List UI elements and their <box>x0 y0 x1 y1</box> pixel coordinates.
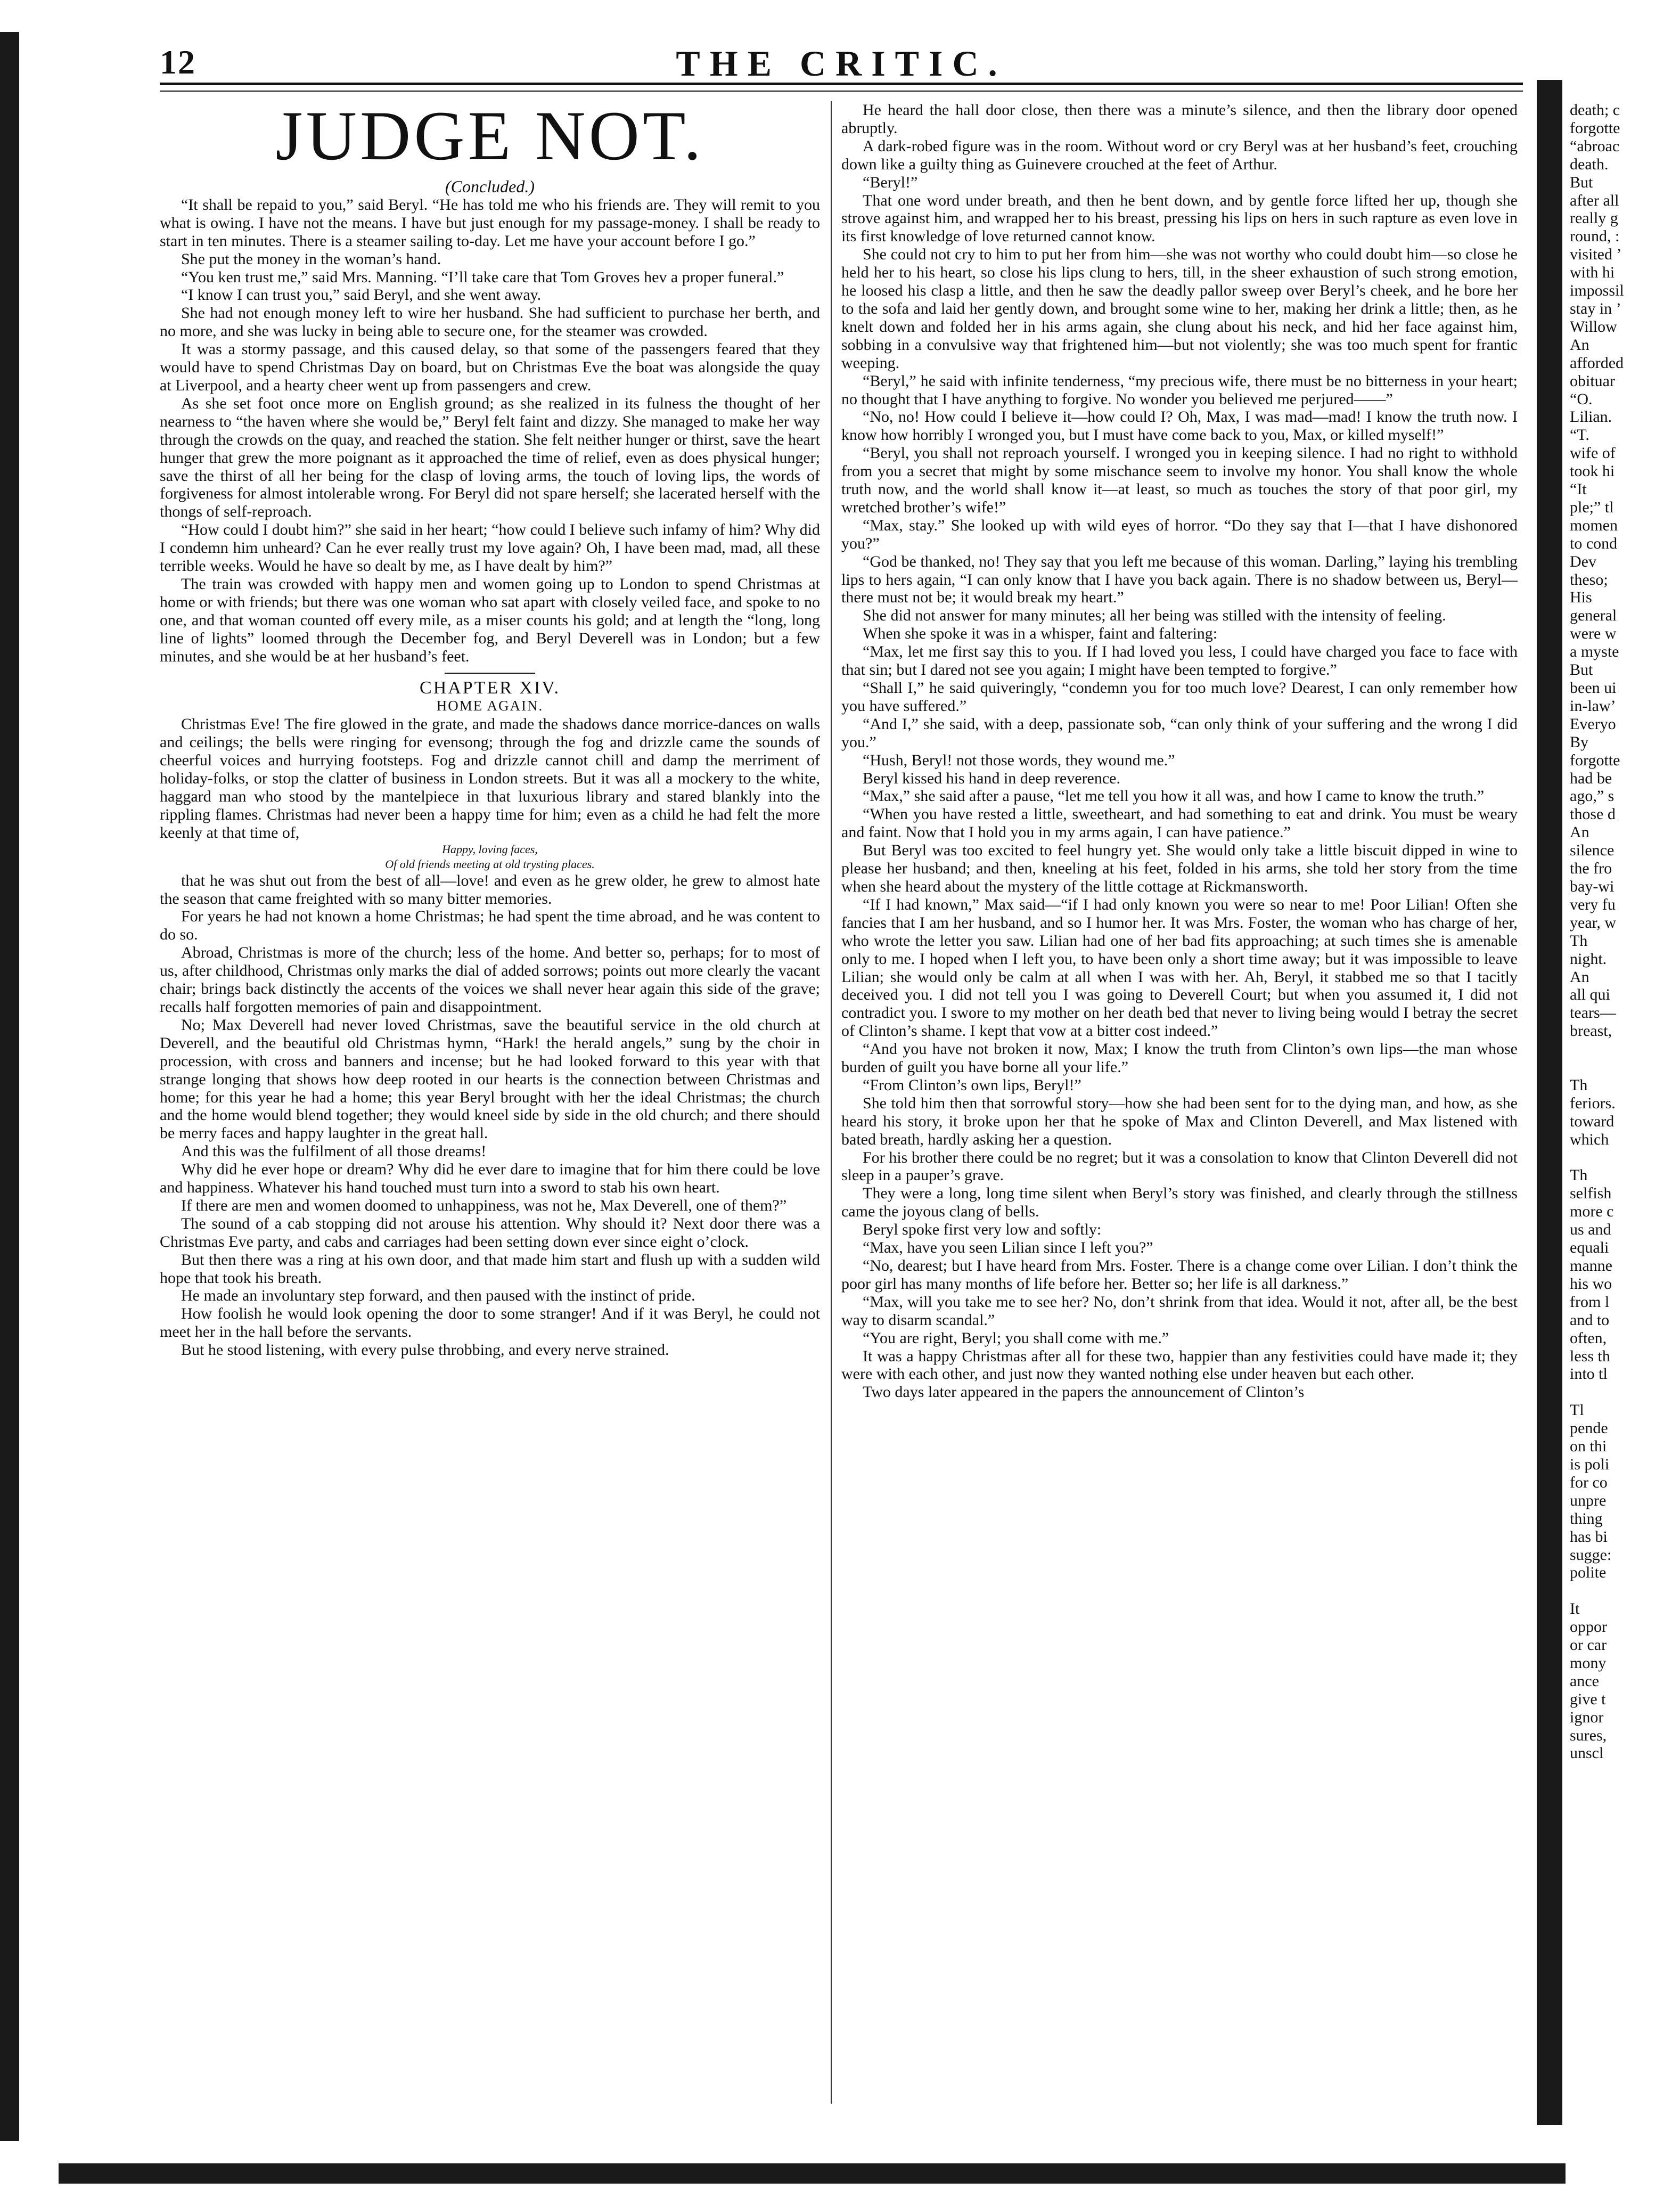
fragment-line: those d <box>1570 805 1616 823</box>
publication-title: THE CRITIC. <box>676 43 1007 84</box>
fragment-line: “O. <box>1570 390 1593 408</box>
paragraph: “You ken trust me,” said Mrs. Manning. “I’ll take care that Tom Groves hev a proper funeral.” <box>181 268 784 286</box>
left-column <box>160 101 820 2125</box>
fragment-line: Th <box>1570 1076 1588 1094</box>
paragraph: It was a happy Christmas after all for these two, happier than any festivities could have made it; they were with each other, and just now they wanted nothing else under heaven but each other. <box>841 1347 1518 1383</box>
fragment-line: has bi <box>1570 1527 1608 1546</box>
fragment-line: Th <box>1570 1166 1588 1184</box>
fragment-line: His <box>1570 589 1592 607</box>
paragraph: “How could I doubt him?” she said in her heart; “how could I believe such infamy of him? Why did I condemn him unheard? Can he ever really trust my love again? Oh, I have been mad, mad, all these terrible weeks. Would he have so dealt by me, as I have dealt by him?” <box>160 521 820 575</box>
fragment-line: afforded <box>1570 354 1624 372</box>
fragment-line: night. <box>1570 950 1607 968</box>
paragraph: They were a long, long time silent when Beryl’s story was finished, and clearly through the stillness came the joyous clang of bells. <box>841 1184 1518 1221</box>
paragraph: That one word under breath, and then he bent down, and by gentle force lifted her up, though she strove against him, and wrapped her to his breast, pressing his lips on hers in such rapture as even love in its first knowledge of love returned cannot know. <box>841 191 1518 246</box>
adjacent-column-fragments <box>1570 101 1676 2125</box>
column-divider <box>831 101 832 2104</box>
paragraph: Why did he ever hope or dream? Why did he ever dare to imagine that for him there could be love and happiness. Whatever his hand touched must turn into a sword to stab his own heart. <box>160 1161 820 1197</box>
fragment-line: By <box>1570 733 1589 751</box>
fragment-line: theso; <box>1570 570 1608 589</box>
paragraph: The train was crowded with happy men and women going up to London to spend Christmas at home or with friends; but there was one woman who sat apart with closely veiled face, and spoke to no one, and that woman counted off every mile, as a miser counts his gold; and at length the “long, long line of lights” loomed through the December fog, and Beryl Deverell was in London; but a few minutes, and she would be at her husband’s feet. <box>160 575 820 665</box>
chapter-subtitle: HOME AGAIN. <box>436 698 544 714</box>
paragraph: “I know I can trust you,” said Beryl, and she went away. <box>181 286 542 304</box>
fragment-line: into tl <box>1570 1365 1608 1383</box>
fragment-line: and to <box>1570 1311 1610 1329</box>
paragraph: “Hush, Beryl! not those words, they wound me.” <box>863 751 1175 769</box>
fragment-line: ple;” tl <box>1570 498 1614 516</box>
fragment-line: An <box>1570 823 1589 841</box>
fragment-line: bay-wi <box>1570 877 1615 895</box>
fragment-line: sures, <box>1570 1726 1607 1744</box>
page-gutter-shadow <box>1537 80 1562 2125</box>
fragment-line: tears— <box>1570 1004 1616 1022</box>
paragraph: And this was the fulfilment of all those dreams! <box>181 1142 487 1161</box>
verse-line-1: Happy, loving faces, <box>442 842 538 856</box>
page-number: 12 <box>160 43 196 81</box>
fragment-line: all qui <box>1570 986 1610 1004</box>
fragment-line: thing <box>1570 1509 1603 1527</box>
fragment-line: for co <box>1570 1473 1608 1491</box>
fragment-line: general <box>1570 607 1617 625</box>
paragraph: Beryl kissed his hand in deep reverence. <box>863 769 1120 787</box>
paragraph: If there are men and women doomed to unhappiness, was not he, Max Deverell, one of them?” <box>181 1196 787 1214</box>
paragraph: As she set foot once more on English ground; as she realized in its fulness the thought of her nearness to “the haven where she would be,” Beryl felt faint and dizzy. She managed to make her way through the crowds on the quay, and reached the station. She felt neither hunger or thirst, save the heart hunger that grew the more poignant as it approached the time of relief, even as does physical hunger; save the thirst of all her being for the clasp of loving arms, the touch of loving lips, the words of forgiveness for almost intolerable wrong. For Beryl did not spare herself; she lacerated herself with the thongs of self-reproach. <box>160 394 820 521</box>
fragment-line <box>1570 1040 1676 1058</box>
fragment-line: after all <box>1570 191 1619 209</box>
fragment-line: ignor <box>1570 1708 1604 1726</box>
paragraph: “Max, have you seen Lilian since I left you?” <box>863 1239 1153 1257</box>
paragraph: But Beryl was too excited to feel hungry yet. She would only take a little biscuit dipped in wine to please her husband; and then, kneeling at his feet, folded in his arms, she told her story from the time when she heard about the mystery of the little cottage at Rickmansworth. <box>841 841 1518 895</box>
paragraph: It was a stormy passage, and this caused delay, so that some of the passengers feared that they would have to spend Christmas Day on board, but on Christmas Eve the boat was alongside the quay at Liverpool, and a hearty cheer went up from passengers and crew. <box>160 340 820 394</box>
fragment-line <box>1570 1383 1676 1401</box>
paragraph: “Max, stay.” She looked up with wild eyes of horror. “Do they say that I—that I have dishonored you?” <box>841 516 1518 552</box>
fragment-line: in-law’ <box>1570 697 1616 715</box>
fragment-line: Willow <box>1570 317 1617 336</box>
left-paragraphs-c <box>160 872 820 1359</box>
paragraph: “And I,” she said, with a deep, passionate sob, “can only think of your suffering and the wrong I did you.” <box>841 715 1518 751</box>
fragment-line: momen <box>1570 516 1618 534</box>
paragraph: For his brother there could be no regret; but it was a consolation to know that Clinton Deverell did not sleep in a pauper’s grave. <box>841 1148 1518 1184</box>
fragment-line: toward <box>1570 1112 1615 1130</box>
fragment-line: forgotte <box>1570 751 1620 769</box>
paragraph: For years he had not known a home Christmas; he had spent the time abroad, and he was content to do so. <box>160 908 820 944</box>
right-paragraphs <box>841 101 1518 1401</box>
fragment-line: been ui <box>1570 679 1617 697</box>
paragraph: “You are right, Beryl; you shall come with me.” <box>863 1329 1169 1347</box>
paragraph: “No, no! How could I believe it—how could I? Oh, Max, I was mad—mad! I know the truth now. I know how horribly I wronged you, but I must have come back to you, Max, or killed myself!” <box>841 408 1518 444</box>
fragment-line: An <box>1570 336 1589 354</box>
fragment-line: really g <box>1570 209 1618 227</box>
paragraph: No; Max Deverell had never loved Christmas, save the beautiful service in the old church at Deverell, and the beautiful old Christmas hymn, “Hark! the herald angels,” sung by the choir in procession, with cross and banners and incense; but he had looked forward to this year with that strange longing that shows how deep rooted in our hearts is the connection between Christmas and home; for this year he had a home; this year Beryl brought with her the ideal Christmas; the church and the home would blend together; they would kneel side by side in the old church; and there should be merry faces and happy laughter in the great hall. <box>160 1016 820 1142</box>
fragment-line: silence <box>1570 841 1615 860</box>
fragment-line: wife of <box>1570 444 1616 462</box>
paragraph: “Max,” she said after a pause, “let me tell you how it all was, and how I came to know the truth.” <box>863 787 1485 805</box>
fragment-line: Th <box>1570 931 1588 950</box>
fragment-line <box>1570 1582 1676 1600</box>
article-title: JUDGE NOT. <box>275 101 704 175</box>
fragment-line: Lilian. <box>1570 408 1612 426</box>
fragment-line: pende <box>1570 1419 1608 1437</box>
fragment-line: But <box>1570 661 1593 679</box>
paragraph: that he was shut out from the best of all—love! and even as he grew older, he grew to almost hate the season that came freighted with so many bitter memories. <box>160 871 820 908</box>
fragment-line: often, <box>1570 1329 1607 1347</box>
fragment-line: the fro <box>1570 860 1612 878</box>
fragment-line: unscl <box>1570 1744 1604 1762</box>
paragraph: She had not enough money left to wire her husband. She had sufficient to purchase her berth, and no more, and she was lucky in being able to secure one, for the steamer was crowded. <box>160 304 820 340</box>
fragment-line: “T. <box>1570 426 1589 444</box>
fragment-line: is poli <box>1570 1455 1610 1473</box>
paragraph: “When you have rested a little, sweetheart, and had something to eat and drink. You must be weary and faint. Now that I hold you in my arms again, I can have patience.” <box>841 805 1518 841</box>
paragraph: “Beryl, you shall not reproach yourself. I wronged you in keeping silence. I had no right to withhold from you a secret that might by some mischance seem to involve my honor. You shall know the whole truth now, and the world shall know it—at least, so much as touches the story of that poor girl, my wretched brother’s wife!” <box>841 444 1518 516</box>
fragment-line <box>1570 1058 1676 1076</box>
fragment-line: us and <box>1570 1221 1611 1239</box>
fragment-line: year, w <box>1570 913 1617 931</box>
chapter-heading: CHAPTER XIV. <box>420 678 560 698</box>
fragment-line: equali <box>1570 1239 1609 1257</box>
right-column <box>841 101 1518 2136</box>
paragraph: He made an involuntary step forward, and then paused with the instinct of pride. <box>181 1287 695 1305</box>
paragraph: She did not answer for many minutes; all her being was stilled with the intensity of feeling. <box>863 607 1446 625</box>
fragment-line: visited ’ <box>1570 246 1622 264</box>
fragment-line: were w <box>1570 625 1617 643</box>
paragraph: When she spoke it was in a whisper, faint and faltering: <box>863 625 1218 643</box>
fragment-line: Tl <box>1570 1401 1584 1419</box>
fragment-line: round, : <box>1570 227 1620 246</box>
fragment-line: took hi <box>1570 462 1615 480</box>
fragment-line: which <box>1570 1130 1609 1148</box>
paragraph: How foolish he would look opening the door to some stranger! And if it was Beryl, he could not meet her in the hall before the servants. <box>160 1305 820 1341</box>
paragraph: “Shall I,” he said quiveringly, “condemn you for too much love? Dearest, I can only remember how you have suffered.” <box>841 679 1518 715</box>
paragraph: “From Clinton’s own lips, Beryl!” <box>863 1076 1081 1094</box>
paragraph: The sound of a cab stopping did not arouse his attention. Why should it? Next door there was a Christmas Eve party, and cabs and carriages had been setting down ever since eight o’clock. <box>160 1214 820 1251</box>
paragraph: But then there was a ring at his own door, and that made him start and flush up with a sudden wild hope that took his breath. <box>160 1251 820 1287</box>
fragment-line: feriors. <box>1570 1094 1616 1112</box>
fragment-line: very fu <box>1570 895 1616 913</box>
fragment-line: give t <box>1570 1690 1606 1708</box>
paragraph: Christmas Eve! The fire glowed in the grate, and made the shadows dance morrice-dances on walls and ceilings; the bells were ringing for evensong; through the fog and drizzle came the sounds of cheerful voices and hurrying footsteps. Fog and drizzle cannot chill and damp the merriment of holiday-folks, or stop the clatter of business in London streets. But it was all a mockery to the white, haggard man who stood by the mantelpiece in that luxurious library and stared blankly into the rippling flames. Christmas had never been a happy time for him; even as a child he had felt the more keenly at that time of, <box>160 715 820 841</box>
paragraph: “And you have not broken it now, Max; I know the truth from Clinton’s own lips—the man whose burden of guilt you have borne all your life.” <box>841 1040 1518 1076</box>
fragment-line: obituar <box>1570 372 1615 390</box>
fragment-line: “It <box>1570 480 1587 499</box>
fragment-line: from l <box>1570 1293 1610 1311</box>
fragment-line: mony <box>1570 1654 1607 1672</box>
fragment-line: forgotte <box>1570 119 1620 137</box>
fragment-line <box>1570 1149 1676 1167</box>
fragment-line: or car <box>1570 1636 1607 1654</box>
fragment-line: with hi <box>1570 264 1615 282</box>
scan-edge-bottom <box>59 2163 1566 2184</box>
fragment-line: death; c <box>1570 101 1620 119</box>
paragraph: Beryl spoke first very low and softly: <box>863 1221 1102 1239</box>
fragment-line: Everyo <box>1570 715 1616 733</box>
fragment-line: selfish <box>1570 1184 1612 1203</box>
paragraph: “Max, let me first say this to you. If I had loved you less, I could have charged you face to face with that sin; but I dared not see you again; I might have been tempted to forgive.” <box>841 643 1518 679</box>
paragraph: Two days later appeared in the papers the announcement of Clinton’s <box>863 1383 1305 1401</box>
fragment-line: oppor <box>1570 1618 1607 1636</box>
paragraph: “Beryl!” <box>863 173 918 191</box>
paragraph: He heard the hall door close, then there was a minute’s silence, and then the library door opened abruptly. <box>841 101 1518 137</box>
fragment-line: less th <box>1570 1347 1610 1365</box>
fragment-line: It <box>1570 1600 1580 1618</box>
fragment-line: But <box>1570 173 1593 191</box>
paragraph: “Max, will you take me to see her? No, don’t shrink from that idea. Would it not, after all, be the best way to disarm scandal.” <box>841 1293 1518 1329</box>
fragment-line: polite <box>1570 1564 1607 1582</box>
fragment-line: to cond <box>1570 534 1618 552</box>
fragment-line: manne <box>1570 1257 1612 1274</box>
masthead-rule <box>160 83 1523 92</box>
fragment-line: ago,” s <box>1570 787 1615 805</box>
scan-edge-left <box>0 32 19 2141</box>
fragment-line: ance <box>1570 1672 1599 1690</box>
paragraph: “Beryl,” he said with infinite tenderness, “my precious wife, there must be no bitterness in your heart; no thought that I have anything to forgive. No wonder you believed me perjured——” <box>841 372 1518 408</box>
paragraph: Abroad, Christmas is more of the church; less of the home. And better so, perhaps; for to most of us, after childhood, Christmas only marks the dial of added sorrows; points out more clearly the vacant chair; brings back distinctly the accents of the voices we shall never hear again this side of the grave; recalls half forgotten memories of pain and disappointment. <box>160 944 820 1016</box>
fragment-line: death. <box>1570 155 1609 173</box>
fragment-line: stay in ’ <box>1570 299 1621 317</box>
fragment-line: on thi <box>1570 1437 1607 1456</box>
fragment-line: breast, <box>1570 1022 1612 1040</box>
left-paragraphs-b <box>160 715 820 841</box>
fragment-line: “abroac <box>1570 137 1620 155</box>
paragraph: “If I had known,” Max said—“if I had only known you were so near to me! Poor Lilian! Often she fancies that I am her husband, and so I humor her. It was Mrs. Foster, the woman who has charge of her, who wrote the letter you saw. Lilian had one of her bad fits approaching; at such times she is amenable only to me. I hoped when I left you, to have been only a short time away; but it was impossible to leave Lilian; she would only be calm at all when I was with her. Ah, Beryl, it stabbed me so that I tacitly deceived you. I did not tell you I was going to Deverell Court; but when you assumed it, I did not contradict you. I swore to my mother on her death bed that never to living being would I betray the secret of Clinton’s shame. I kept that vow at a bitter cost indeed.” <box>841 895 1518 1040</box>
fragment-line: unpre <box>1570 1491 1607 1509</box>
paragraph: “No, dearest; but I have heard from Mrs. Foster. There is a change come over Lilian. I don’t think the poor girl has many months of life before her. Better so; her life is all darkness.” <box>841 1257 1518 1293</box>
left-paragraphs-a <box>160 196 820 666</box>
fragment-line: Dev <box>1570 552 1596 570</box>
paragraph: “God be thanked, no! They say that you left me because of this woman. Darling,” laying his trembling lips to hers again, “I can only know that I have you back again. There is no shadow between us, Beryl—there must not be; it would break my heart.” <box>841 552 1518 607</box>
paragraph: She could not cry to him to put her from him—she was not worthy who could doubt him—so close he held her to his heart, so close his lips clung to hers, till, in the sheer exhaustion of such strong emotion, he loosed his clasp a little, and then he saw the deadly pallor sweep over Beryl’s cheek, and he bore her to the sofa and laid her gently down, and brought some wine to her, making her drink a little; then, as he knelt down and folded her in his arms again, she clung about his neck, and hid her face against him, sobbing in a convulsive way that frightened him—but not violently; she was too much spent for frantic weeping. <box>841 246 1518 372</box>
paragraph: “It shall be repaid to you,” said Beryl. “He has told me who his friends are. They will remit to you what is owing. I have not the means. I have but just enough for my passage-money. I shall be ready to start in ten minutes. There is a steamer sailing to-day. Let me have your account before I go.” <box>160 195 820 250</box>
fragment-line: his wo <box>1570 1274 1612 1293</box>
paragraph: A dark-robed figure was in the room. Without word or cry Beryl was at her husband’s feet, crouching down like a guilty thing as Guinevere crouched at the feet of Arthur. <box>841 137 1518 173</box>
fragment-line: impossil <box>1570 282 1624 300</box>
fragment-line: sugge: <box>1570 1546 1612 1564</box>
section-divider <box>445 673 535 674</box>
paragraph: But he stood listening, with every pulse throbbing, and every nerve strained. <box>181 1341 669 1359</box>
fragment-line: had be <box>1570 769 1612 787</box>
paragraph: She told him then that sorrowful story—how she had been sent for to the dying man, and how, as she heard his story, it broke upon her that he spoke of Max and Clinton Deverell, and Max listened with bated breath, hardly asking her a question. <box>841 1094 1518 1148</box>
fragment-line: An <box>1570 968 1589 986</box>
fragment-line: a myste <box>1570 643 1619 661</box>
fragment-line: more c <box>1570 1203 1614 1221</box>
verse-line-2: Of old friends meeting at old trysting places. <box>385 857 595 871</box>
paragraph: She put the money in the woman’s hand. <box>181 250 441 268</box>
article-subtitle: (Concluded.) <box>445 177 535 196</box>
